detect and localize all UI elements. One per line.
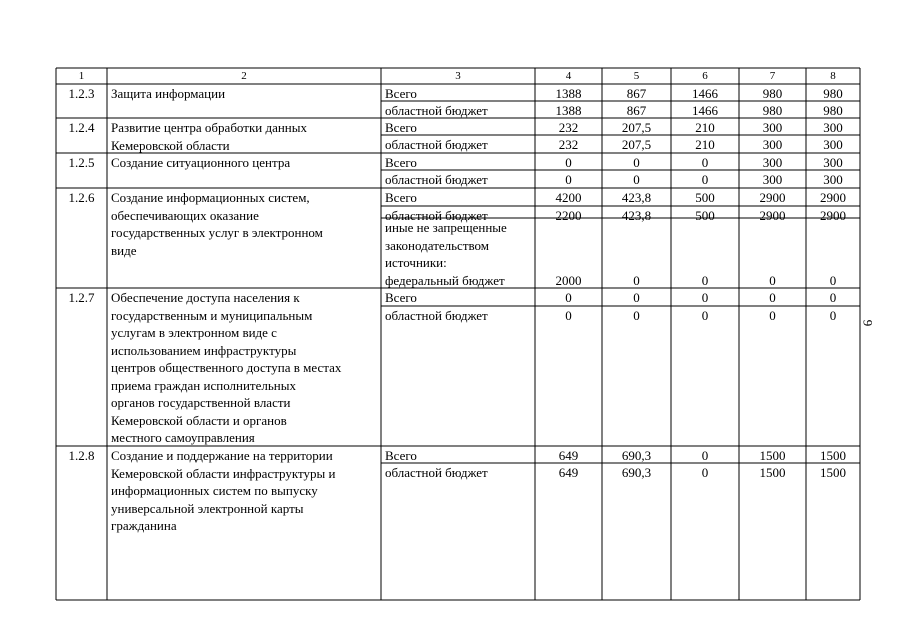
column-number-header: 7 [769, 70, 776, 82]
item-code: 1.2.8 [68, 448, 95, 463]
column-number-header: 3 [455, 70, 461, 82]
funding-value: 210 [695, 137, 715, 152]
funding-value: 232 [558, 120, 579, 135]
funding-value: 1388 [555, 86, 582, 101]
funding-value: 2200 [555, 208, 582, 223]
funding-value: 210 [695, 120, 715, 135]
funding-source: областной бюджет [385, 172, 488, 187]
funding-value: 1500 [820, 465, 846, 480]
item-name-line: центров общественного доступа в местах [111, 360, 342, 375]
funding-value: 207,5 [621, 137, 652, 152]
item-name-line: услугам в электронном виде с [111, 325, 277, 340]
funding-source: Всего [385, 190, 417, 205]
item-name-line: гражданина [111, 518, 177, 533]
funding-value: 0 [829, 272, 837, 288]
funding-value: 0 [633, 290, 640, 305]
funding-value: 0 [565, 308, 572, 323]
funding-value: 300 [762, 137, 783, 152]
funding-value: 0 [701, 155, 709, 170]
funding-source: областной бюджет [385, 465, 488, 480]
item-name-line: виде [111, 242, 137, 258]
funding-value: 1388 [555, 103, 582, 118]
funding-value: 0 [701, 290, 709, 305]
item-name-line: государственных услуг в электронном [111, 225, 323, 240]
funding-source: Всего [385, 86, 417, 101]
funding-value: 500 [695, 208, 715, 223]
funding-value: 300 [823, 120, 843, 135]
funding-value: 980 [762, 103, 783, 118]
funding-value: 0 [769, 290, 776, 305]
funding-value: 0 [633, 155, 640, 170]
funding-value: 1500 [759, 448, 786, 463]
item-name-line: Защита информации [111, 86, 226, 101]
item-name-line: использованием инфраструктуры [111, 342, 297, 358]
item-code: 1.2.4 [68, 120, 95, 135]
funding-value: 0 [565, 155, 572, 170]
column-number-header: 8 [830, 70, 836, 82]
funding-value: 2900 [820, 190, 846, 205]
item-name-line: Развитие центра обработки данных [111, 120, 307, 135]
item-name-line: обеспечивающих оказание [111, 207, 259, 223]
funding-source: областной бюджет [385, 208, 488, 223]
item-code: 1.2.3 [68, 86, 95, 101]
funding-value: 0 [633, 172, 640, 187]
funding-value: 867 [626, 86, 647, 101]
funding-value: 0 [565, 290, 572, 305]
item-name-line: информационных систем по выпуску [111, 483, 318, 498]
funding-source: законодательством [385, 237, 490, 253]
item-name-line: Обеспечение доступа населения к [111, 290, 300, 305]
funding-source: областной бюджет [385, 137, 488, 152]
funding-value: 2900 [820, 208, 846, 223]
funding-value: 300 [762, 172, 783, 187]
funding-source: Всего [385, 155, 417, 170]
page-number: 9 [860, 319, 876, 327]
funding-value: 300 [762, 155, 783, 170]
funding-value: 0 [769, 308, 776, 323]
funding-value: 0 [829, 308, 837, 323]
column-number-header: 1 [78, 70, 85, 82]
column-number-header: 6 [702, 70, 708, 82]
funding-value: 300 [823, 172, 843, 187]
funding-value: 1466 [692, 86, 718, 101]
item-name-line: Кемеровской области и органов [111, 412, 287, 428]
item-name-line: органов государственной власти [111, 395, 291, 410]
funding-value: 1500 [820, 448, 846, 463]
funding-value: 4200 [555, 190, 582, 205]
item-code: 1.2.5 [68, 155, 95, 170]
item-name-line: приема граждан исполнительных [111, 377, 296, 393]
funding-value: 867 [626, 103, 647, 118]
funding-value: 690,3 [621, 465, 652, 480]
funding-source: источники: [385, 255, 447, 270]
funding-source: областной бюджет [385, 103, 488, 118]
funding-value: 232 [558, 137, 579, 152]
funding-value: 300 [823, 155, 843, 170]
funding-value: 649 [558, 465, 579, 480]
funding-value: 980 [823, 86, 843, 101]
item-name-line: государственным и муниципальным [111, 307, 313, 323]
funding-value: 300 [823, 137, 843, 152]
funding-value: 0 [701, 308, 709, 323]
column-number-header: 2 [241, 70, 247, 82]
funding-source: Всего [385, 120, 417, 135]
funding-value: 423,8 [621, 208, 652, 223]
funding-value: 2900 [759, 190, 786, 205]
funding-value: 423,8 [621, 190, 652, 205]
funding-value: 0 [701, 272, 709, 288]
item-name-line: Кемеровской области инфраструктуры и [111, 465, 336, 481]
funding-value: 0 [701, 448, 709, 463]
funding-source: областной бюджет [385, 308, 488, 323]
column-number-header: 4 [565, 70, 572, 82]
funding-value: 1500 [759, 465, 786, 480]
item-code: 1.2.7 [68, 290, 95, 305]
item-name-line: Создание ситуационного центра [111, 155, 291, 170]
funding-value: 980 [762, 86, 783, 101]
funding-value: 0 [633, 308, 640, 323]
funding-source: федеральный бюджет [385, 272, 505, 288]
item-code: 1.2.6 [68, 190, 95, 205]
funding-value: 980 [823, 103, 843, 118]
funding-value: 2900 [759, 208, 786, 223]
funding-source: иные не запрещенные [385, 220, 507, 235]
item-name-line: универсальной электронной карты [111, 500, 304, 516]
funding-value: 207,5 [621, 120, 652, 135]
item-name-line: Создание информационных систем, [111, 190, 310, 205]
funding-value: 649 [558, 448, 579, 463]
column-number-header: 5 [633, 70, 640, 82]
funding-value: 0 [701, 172, 709, 187]
funding-value: 0 [565, 172, 572, 187]
item-name-line: Кемеровской области [111, 137, 230, 153]
funding-value: 0 [829, 290, 837, 305]
funding-source: Всего [385, 448, 417, 463]
funding-source: Всего [385, 290, 417, 305]
funding-value: 0 [633, 272, 640, 288]
item-name-line: местного самоуправления [111, 430, 255, 445]
item-name-line: Создание и поддержание на территории [111, 448, 333, 463]
funding-value: 1466 [692, 103, 718, 118]
funding-value: 690,3 [621, 448, 652, 463]
funding-value: 2000 [555, 272, 582, 288]
funding-value: 0 [769, 272, 776, 288]
funding-value: 0 [701, 465, 709, 480]
funding-value: 300 [762, 120, 783, 135]
funding-value: 500 [695, 190, 715, 205]
